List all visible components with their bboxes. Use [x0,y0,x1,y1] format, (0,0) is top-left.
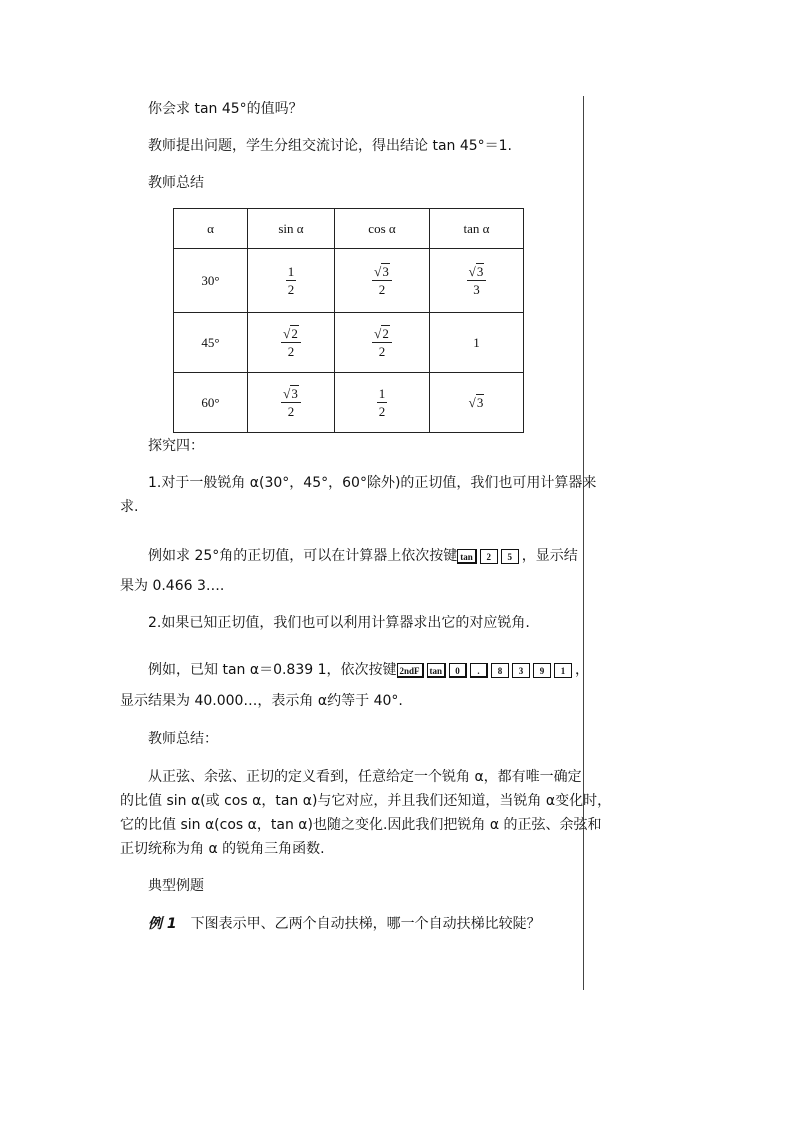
table-row [174,373,524,433]
tan-key: tan [427,663,447,678]
trig-values-table [173,208,524,433]
table-row [174,313,524,373]
question-tan45: 你会求 tan 45°的值吗？ [148,101,303,117]
explore-heading: 探究四： [148,438,204,454]
paragraph-5-line-1: 从正弦、余弦、正切的定义看到，任意给定一个锐角 α，都有唯一确定 [148,769,582,785]
tan-key: tan [457,549,477,564]
paragraph-5-line-2: 的比值 sin α(或 cos α，tan α)与它对应，并且我们还知道，当锐角 α变化时， [120,793,612,809]
paragraph-1-line-1: 1.对于一般锐角 α(30°，45°，60°除外)的正切值，我们也可用计算器来 [148,475,597,491]
digit-key: 9 [533,663,551,678]
example-text: 下图表示甲、乙两个自动扶梯，哪一个自动扶梯比较陡？ [190,916,541,932]
second-function-key: 2ndF [397,663,424,678]
paragraph-5-line-4: 正切统称为角 α 的锐角三角函数. [120,841,325,857]
teacher-prompt: 教师提出问题，学生分组交流讨论，得出结论 tan 45°＝1. [148,138,513,154]
paragraph-4-line-2: 显示结果为 40.000…，表示角 α约等于 40°. [120,693,403,709]
tan-cell: $\frac{√3}{3}$ [430,249,524,313]
digit-key: 0 [449,663,467,678]
paragraph-4-line-1: 例如，已知 tan α＝0.839 1，依次按键 2ndF tan 0 . 8 3 9 1 ， [148,662,590,678]
tan-cell: 1 [430,313,524,373]
digit-key: 3 [512,663,530,678]
cos-cell: $\frac{√2}{2}$ [335,313,430,373]
angle-cell: 60° [174,373,248,433]
header-sin: sin α [248,209,335,249]
table-row [174,249,524,313]
example-1 [148,914,541,934]
example-label: 例 1 [148,916,177,932]
header-tan: tan α [430,209,524,249]
header-cos: cos α [335,209,430,249]
sin-cell: $\frac{1}{2}$ [248,249,335,313]
digit-key: 8 [491,663,509,678]
paragraph-5-line-3: 它的比值 sin α(cos α，tan α)也随之变化.因此我们把锐角 α 的正弦、余弦和 [120,817,602,833]
cos-cell: $\frac{√3}{2}$ [335,249,430,313]
sin-cell: $\frac{√2}{2}$ [248,313,335,373]
angle-cell: 45° [174,313,248,373]
margin-rule [583,96,584,990]
angle-cell: 30° [174,249,248,313]
decimal-point-key: . [470,663,488,678]
paragraph-1-line-2: 求. [120,499,139,515]
sin-cell: $\frac{√3}{2}$ [248,373,335,433]
paragraph-2-line-2: 果为 0.466 3…. [120,578,225,594]
paragraph-2-line-1: 例如求 25°角的正切值，可以在计算器上依次按键 tan 2 5 ，显示结 [148,548,578,564]
examples-heading: 典型例题 [148,878,204,894]
summary-heading: 教师总结 [148,175,204,191]
digit-key: 5 [501,549,519,564]
table-header-row [174,209,524,249]
header-alpha: α [174,209,248,249]
digit-key: 1 [554,663,572,678]
digit-key: 2 [480,549,498,564]
paragraph-3: 2.如果已知正切值，我们也可以利用计算器求出它的对应锐角. [148,615,530,631]
cos-cell: $\frac{1}{2}$ [335,373,430,433]
tan-cell: √3 [430,373,524,433]
summary2-heading: 教师总结： [148,731,218,747]
